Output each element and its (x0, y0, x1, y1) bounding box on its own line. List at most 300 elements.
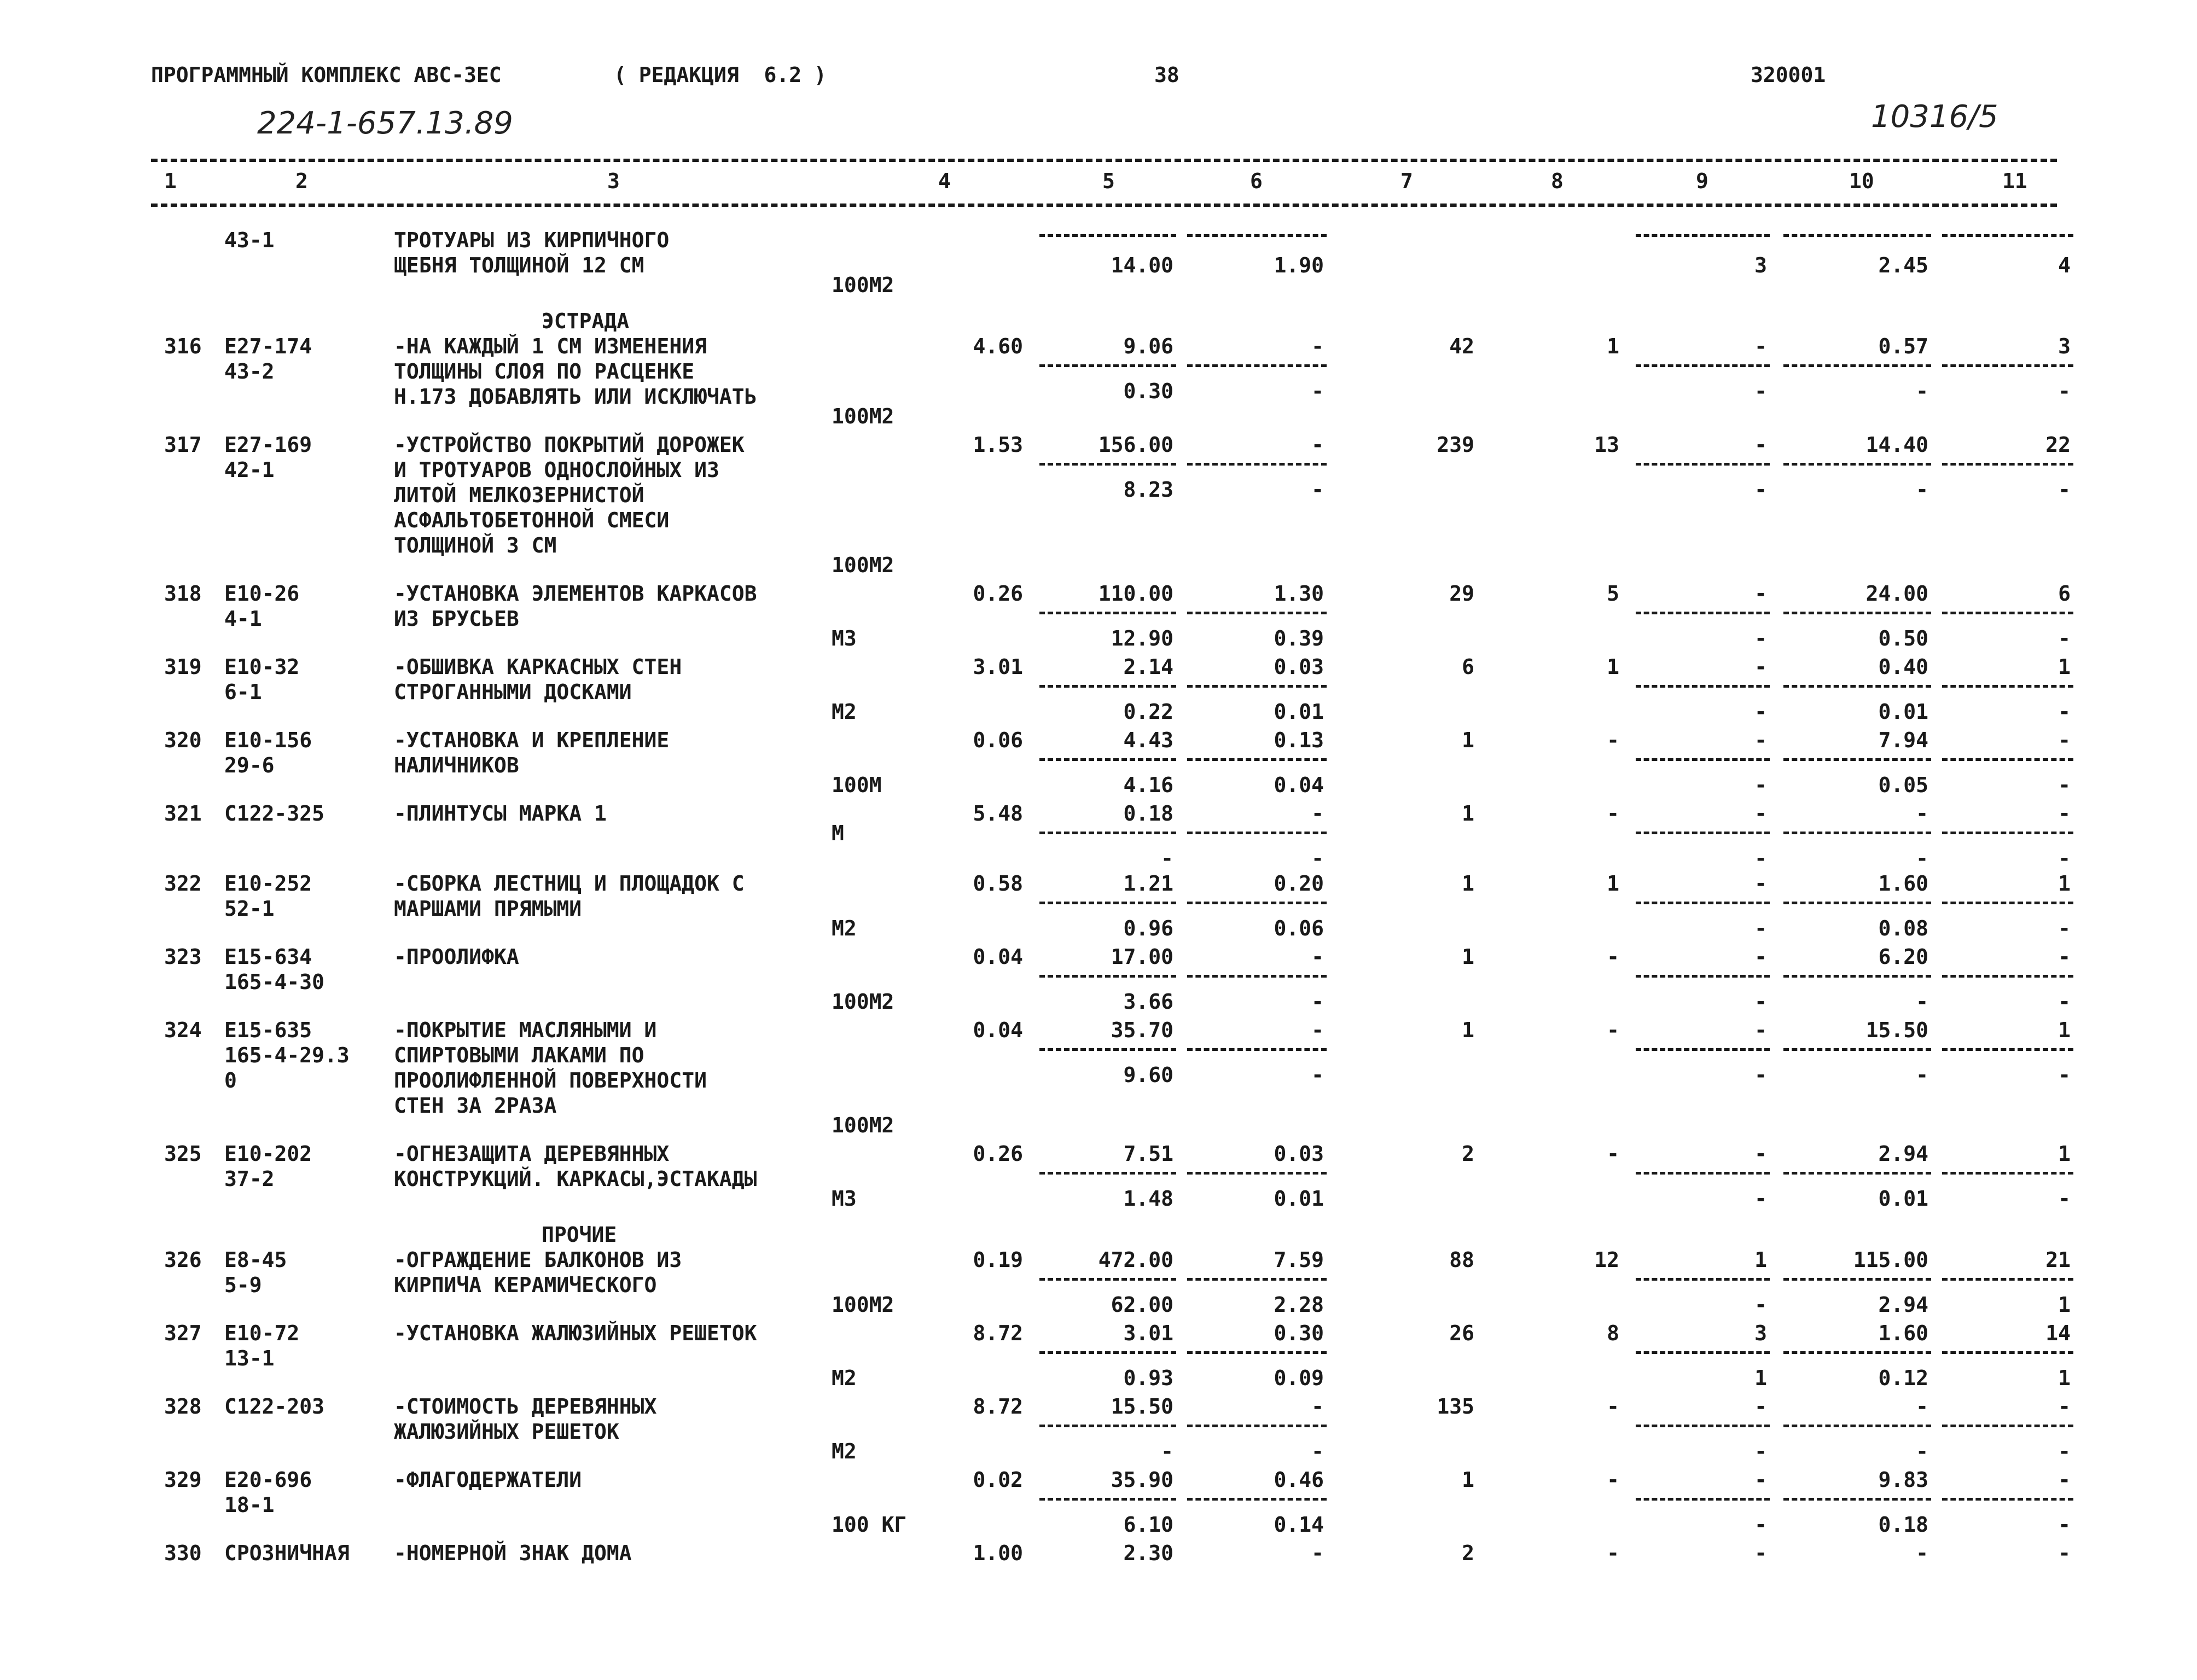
cell-c5: 12.90 (1111, 626, 1173, 650)
cell-c5: 62.00 (1111, 1293, 1173, 1317)
cell-c10: 9.83 (1878, 1468, 1928, 1492)
edition-label: ( РЕДАКЦИЯ 6.2 ) (614, 63, 827, 87)
cell-c11: - (2058, 1439, 2071, 1463)
row-number: 325 (164, 1142, 202, 1166)
dashed-separator (1636, 463, 1770, 466)
dashed-separator (1636, 1425, 1770, 1427)
dashed-separator (1039, 832, 1176, 834)
dashed-separator (1783, 1278, 1931, 1281)
cell-c5: 3.01 (1123, 1321, 1173, 1345)
cell-c11: 4 (2058, 253, 2071, 277)
cell-c11: - (2058, 945, 2071, 969)
dashed-separator (1942, 832, 2073, 834)
cell-c9: 3 (1754, 1321, 1767, 1345)
cell-col8: 1 (1607, 655, 1619, 679)
dashed-separator (1942, 902, 2073, 904)
cell-c9: - (1754, 801, 1767, 826)
dashed-separator (1636, 1351, 1770, 1354)
program-title: ПРОГРАММНЫЙ КОМПЛЕКС АВС-ЗЕС (151, 63, 502, 87)
cell-col4: 0.04 (973, 945, 1023, 969)
cell-c9: - (1754, 1439, 1767, 1463)
cell-col7: 88 (1449, 1248, 1474, 1272)
row-code: Е20-696 (224, 1468, 312, 1492)
dashed-separator (1039, 975, 1176, 978)
column-header: 3 (607, 169, 620, 193)
row-unit: М3 (832, 1187, 857, 1211)
row-code: 43-1 (224, 228, 275, 252)
cell-col7: 1 (1462, 801, 1474, 826)
row-unit: 100М2 (832, 553, 894, 577)
cell-c6: - (1311, 990, 1324, 1014)
cell-c11: - (2058, 1513, 2071, 1537)
cell-c5: 14.00 (1111, 253, 1173, 277)
cell-c10: 0.01 (1878, 700, 1928, 724)
dashed-separator (1187, 1278, 1327, 1281)
cell-c10: - (1916, 1439, 1928, 1463)
row-unit: 100 КГ (832, 1513, 907, 1537)
cell-c6: 0.04 (1274, 773, 1324, 797)
row-description: ЖАЛЮЗИЙНЫХ РЕШЕТОК (394, 1420, 619, 1444)
cell-c5: 2.30 (1123, 1541, 1173, 1565)
row-description: -СБОРКА ЛЕСТНИЦ И ПЛОЩАДОК С (394, 871, 745, 896)
dashed-separator (1039, 1498, 1176, 1501)
row-unit: 100М2 (832, 404, 894, 428)
page-number: 38 (1154, 63, 1179, 87)
dashed-separator (1942, 463, 2073, 466)
cell-col8: - (1607, 1541, 1619, 1565)
row-number: 318 (164, 582, 202, 606)
cell-c9: - (1754, 334, 1767, 358)
cell-c11: - (2058, 626, 2071, 650)
dashed-separator (1636, 1498, 1770, 1501)
cell-col8: 1 (1607, 334, 1619, 358)
cell-c11: - (2058, 773, 2071, 797)
row-code: 5-9 (224, 1273, 262, 1297)
dashed-separator (1187, 685, 1327, 688)
row-description: НАЛИЧНИКОВ (394, 753, 519, 777)
row-code: 43-2 (224, 359, 275, 383)
cell-c6: - (1311, 1063, 1324, 1087)
cell-c6: 1.90 (1274, 253, 1324, 277)
handwritten-sheet-number: 10316/5 (1871, 99, 1998, 135)
cell-c11: 1 (2058, 871, 2071, 896)
cell-c5: 3.66 (1123, 990, 1173, 1014)
cell-c11: 3 (2058, 334, 2071, 358)
cell-c10: 0.05 (1878, 773, 1928, 797)
cell-c11: - (2058, 916, 2071, 940)
cell-c5: 0.22 (1123, 700, 1173, 724)
row-description: -ПОКРЫТИЕ МАСЛЯНЫМИ И (394, 1018, 657, 1042)
row-description: -ОГРАЖДЕНИЕ БАЛКОНОВ ИЗ (394, 1248, 682, 1272)
cell-c11: 1 (2058, 1142, 2071, 1166)
column-header: 11 (2002, 169, 2027, 193)
cell-col7: 1 (1462, 871, 1474, 896)
cell-c10: - (1916, 1063, 1928, 1087)
cell-col8: - (1607, 945, 1619, 969)
row-description: -ПРООЛИФКА (394, 945, 519, 969)
dashed-separator (1942, 685, 2073, 688)
row-code: Е8-45 (224, 1248, 287, 1272)
row-description: ТРОТУАРЫ ИЗ КИРПИЧНОГО (394, 228, 670, 252)
row-number: 330 (164, 1541, 202, 1565)
row-number: 324 (164, 1018, 202, 1042)
cell-c5: 110.00 (1098, 582, 1173, 606)
cell-col4: 0.02 (973, 1468, 1023, 1492)
cell-col8: 1 (1607, 871, 1619, 896)
row-code: 4-1 (224, 607, 262, 631)
row-code: 18-1 (224, 1493, 275, 1517)
row-code: 37-2 (224, 1167, 275, 1191)
cell-col7: 29 (1449, 582, 1474, 606)
cell-c5: 17.00 (1111, 945, 1173, 969)
row-unit: 100М (832, 773, 882, 797)
cell-col4: 0.04 (973, 1018, 1023, 1042)
cell-c10: 24.00 (1865, 582, 1928, 606)
cell-col4: 0.26 (973, 582, 1023, 606)
row-description: -ФЛАГОДЕРЖАТЕЛИ (394, 1468, 582, 1492)
row-code: 13-1 (224, 1346, 275, 1370)
section-heading: ПРОЧИЕ (542, 1223, 617, 1247)
row-number: 328 (164, 1394, 202, 1419)
cell-c5: 0.93 (1123, 1366, 1173, 1390)
cell-c6: 0.01 (1274, 700, 1324, 724)
cell-col8: - (1607, 728, 1619, 752)
row-description: АСФАЛЬТОБЕТОННОЙ СМЕСИ (394, 508, 670, 532)
column-header: 2 (295, 169, 308, 193)
cell-c6: - (1311, 846, 1324, 870)
cell-col4: 1.00 (973, 1541, 1023, 1565)
row-code: 42-1 (224, 458, 275, 482)
dashed-separator (1187, 902, 1327, 904)
cell-c6: - (1311, 1394, 1324, 1419)
dashed-separator (1783, 975, 1931, 978)
row-description: ПРООЛИФЛЕННОЙ ПОВЕРХНОСТИ (394, 1068, 707, 1092)
cell-col7: 2 (1462, 1541, 1474, 1565)
row-code: Е27-169 (224, 433, 312, 457)
cell-col7: 1 (1462, 1468, 1474, 1492)
row-description: -УСТАНОВКА ЖАЛЮЗИЙНЫХ РЕШЕТОК (394, 1321, 757, 1345)
cell-c11: 1 (2058, 1366, 2071, 1390)
cell-c6: 1.30 (1274, 582, 1324, 606)
column-header: 5 (1102, 169, 1115, 193)
dashed-separator (1783, 463, 1931, 466)
cell-c6: - (1311, 1439, 1324, 1463)
dashed-separator (1039, 364, 1176, 367)
cell-col4: 0.58 (973, 871, 1023, 896)
cell-c11: - (2058, 700, 2071, 724)
row-description: ТОЛЩИНОЙ 3 СМ (394, 533, 557, 557)
row-number: 320 (164, 728, 202, 752)
row-unit: 100М2 (832, 1113, 894, 1137)
cell-col8: 12 (1594, 1248, 1619, 1272)
cell-c11: - (2058, 801, 2071, 826)
dashed-separator (1942, 1498, 2073, 1501)
column-header: 1 (164, 169, 177, 193)
row-code: 0 (224, 1068, 237, 1092)
row-unit: М2 (832, 1439, 857, 1463)
dashed-separator (1039, 902, 1176, 904)
cell-c5: 1.21 (1123, 871, 1173, 896)
cell-c5: - (1161, 1439, 1173, 1463)
dashed-separator (1783, 364, 1931, 367)
row-code: Е10-72 (224, 1321, 300, 1345)
cell-c9: - (1754, 379, 1767, 403)
row-number: 317 (164, 433, 202, 457)
cell-c9: - (1754, 871, 1767, 896)
dashed-separator (1636, 234, 1770, 237)
dashed-separator (1636, 612, 1770, 614)
cell-col7: 26 (1449, 1321, 1474, 1345)
cell-c6: 0.39 (1274, 626, 1324, 650)
dashed-separator (1636, 1278, 1770, 1281)
row-number: 323 (164, 945, 202, 969)
cell-c10: - (1916, 478, 1928, 502)
row-number: 316 (164, 334, 202, 358)
dashed-separator (1039, 758, 1176, 761)
row-number: 319 (164, 655, 202, 679)
cell-col7: 42 (1449, 334, 1474, 358)
row-number: 321 (164, 801, 202, 826)
cell-c9: - (1754, 1541, 1767, 1565)
dashed-separator (1187, 758, 1327, 761)
cell-c9: - (1754, 1394, 1767, 1419)
dashed-separator (1187, 832, 1327, 834)
cell-c9: - (1754, 626, 1767, 650)
cell-c10: 0.18 (1878, 1513, 1928, 1537)
dashed-separator (1187, 1425, 1327, 1427)
cell-col8: - (1607, 1018, 1619, 1042)
cell-c5: 9.06 (1123, 334, 1173, 358)
row-unit: 100М2 (832, 1293, 894, 1317)
dashed-separator (1636, 832, 1770, 834)
cell-c5: 15.50 (1111, 1394, 1173, 1419)
dashed-separator (1783, 832, 1931, 834)
cell-c9: 3 (1754, 253, 1767, 277)
row-description: -УСТАНОВКА И КРЕПЛЕНИЕ (394, 728, 670, 752)
cell-c9: - (1754, 773, 1767, 797)
cell-c10: 1.60 (1878, 1321, 1928, 1345)
row-description: ЩЕБНЯ ТОЛЩИНОЙ 12 СМ (394, 253, 644, 277)
cell-col4: 3.01 (973, 655, 1023, 679)
cell-c9: 1 (1754, 1248, 1767, 1272)
row-unit: М2 (832, 916, 857, 940)
dashed-separator (1039, 685, 1176, 688)
cell-c6: 0.03 (1274, 1142, 1324, 1166)
cell-c11: - (2058, 990, 2071, 1014)
cell-c11: - (2058, 379, 2071, 403)
cell-c10: 2.45 (1878, 253, 1928, 277)
cell-c9: - (1754, 1142, 1767, 1166)
row-description: Н.173 ДОБАВЛЯТЬ ИЛИ ИСКЛЮЧАТЬ (394, 385, 757, 409)
column-header: 9 (1696, 169, 1708, 193)
cell-c10: - (1916, 1394, 1928, 1419)
cell-c11: - (2058, 478, 2071, 502)
cell-c6: - (1311, 945, 1324, 969)
cell-c10: 0.57 (1878, 334, 1928, 358)
cell-c9: - (1754, 1063, 1767, 1087)
cell-c10: - (1916, 801, 1928, 826)
dashed-separator (1636, 1172, 1770, 1175)
dashed-separator (1942, 975, 2073, 978)
column-header: 4 (938, 169, 951, 193)
cell-c10: 7.94 (1878, 728, 1928, 752)
row-code: Е10-252 (224, 871, 312, 896)
top-rule (151, 159, 2057, 162)
row-code: 165-4-29.3 (224, 1043, 350, 1067)
row-description: -НА КАЖДЫЙ 1 СМ ИЗМЕНЕНИЯ (394, 334, 707, 358)
dashed-separator (1783, 1351, 1931, 1354)
cell-c11: 14 (2045, 1321, 2071, 1345)
cell-c10: 0.01 (1878, 1187, 1928, 1211)
cell-c10: 6.20 (1878, 945, 1928, 969)
cell-col7: 1 (1462, 728, 1474, 752)
cell-c5: 4.43 (1123, 728, 1173, 752)
cell-c11: 21 (2045, 1248, 2071, 1272)
dashed-separator (1039, 1425, 1176, 1427)
cell-c5: - (1161, 846, 1173, 870)
cell-col4: 0.06 (973, 728, 1023, 752)
cell-c11: 22 (2045, 433, 2071, 457)
handwritten-project-number: 224-1-657.13.89 (257, 106, 513, 141)
dashed-separator (1942, 1278, 2073, 1281)
cell-c9: - (1754, 846, 1767, 870)
cell-col7: 135 (1437, 1394, 1474, 1419)
cell-c9: - (1754, 1468, 1767, 1492)
cell-c11: 1 (2058, 655, 2071, 679)
cell-c9: - (1754, 700, 1767, 724)
dashed-separator (1783, 685, 1931, 688)
row-description: -ОГНЕЗАЩИТА ДЕРЕВЯННЫХ (394, 1142, 670, 1166)
cell-col4: 0.26 (973, 1142, 1023, 1166)
cell-c9: - (1754, 728, 1767, 752)
row-description: -ОБШИВКА КАРКАСНЫХ СТЕН (394, 655, 682, 679)
dashed-separator (1636, 902, 1770, 904)
row-description: СПИРТОВЫМИ ЛАКАМИ ПО (394, 1043, 644, 1067)
row-unit: М2 (832, 1366, 857, 1390)
row-code: Е10-32 (224, 655, 300, 679)
cell-c10: 1.60 (1878, 871, 1928, 896)
row-code: Е15-635 (224, 1018, 312, 1042)
row-description: КИРПИЧА КЕРАМИЧЕСКОГО (394, 1273, 657, 1297)
dashed-separator (1636, 1048, 1770, 1051)
cell-c9: - (1754, 945, 1767, 969)
dashed-separator (1187, 234, 1327, 237)
cell-col8: 5 (1607, 582, 1619, 606)
dashed-separator (1783, 1048, 1931, 1051)
cell-c11: - (2058, 1063, 2071, 1087)
row-description: ТОЛЩИНЫ СЛОЯ ПО РАСЦЕНКЕ (394, 359, 695, 383)
cell-col4: 0.19 (973, 1248, 1023, 1272)
cell-c10: - (1916, 379, 1928, 403)
cell-c6: 0.30 (1274, 1321, 1324, 1345)
row-description: -ПЛИНТУСЫ МАРКА 1 (394, 801, 607, 826)
dashed-separator (1187, 1172, 1327, 1175)
cell-col8: 13 (1594, 433, 1619, 457)
row-unit: 100М2 (832, 990, 894, 1014)
cell-c9: - (1754, 655, 1767, 679)
cell-c10: - (1916, 1541, 1928, 1565)
cell-c6: 0.46 (1274, 1468, 1324, 1492)
dashed-separator (1783, 758, 1931, 761)
cell-c9: - (1754, 478, 1767, 502)
cell-c6: - (1311, 1018, 1324, 1042)
row-description: -УСТРОЙСТВО ПОКРЫТИЙ ДОРОЖЕК (394, 433, 745, 457)
row-unit: М (832, 821, 844, 845)
cell-c6: - (1311, 334, 1324, 358)
row-description: -НОМЕРНОЙ ЗНАК ДОМА (394, 1541, 632, 1565)
cell-c5: 4.16 (1123, 773, 1173, 797)
cell-col7: 239 (1437, 433, 1474, 457)
cell-c11: - (2058, 1468, 2071, 1492)
dashed-separator (1636, 685, 1770, 688)
dashed-separator (1942, 612, 2073, 614)
cell-c10: - (1916, 846, 1928, 870)
column-header: 6 (1250, 169, 1263, 193)
dashed-separator (1783, 1425, 1931, 1427)
dashed-separator (1783, 902, 1931, 904)
dashed-separator (1039, 463, 1176, 466)
cell-col8: - (1607, 1142, 1619, 1166)
cell-c6: - (1311, 478, 1324, 502)
cell-col4: 8.72 (973, 1321, 1023, 1345)
cell-c6: - (1311, 379, 1324, 403)
cell-c11: - (2058, 1541, 2071, 1565)
cell-c6: 0.09 (1274, 1366, 1324, 1390)
cell-c5: 472.00 (1098, 1248, 1173, 1272)
cell-col7: 6 (1462, 655, 1474, 679)
cell-c10: 0.40 (1878, 655, 1928, 679)
row-code: С122-325 (224, 801, 325, 826)
header-rule (151, 204, 2057, 207)
cell-c6: - (1311, 1541, 1324, 1565)
dashed-separator (1039, 234, 1176, 237)
dashed-separator (1039, 612, 1176, 614)
row-number: 322 (164, 871, 202, 896)
cell-c6: - (1311, 433, 1324, 457)
row-code: 6-1 (224, 680, 262, 704)
cell-c6: 0.06 (1274, 916, 1324, 940)
cell-c6: 0.13 (1274, 728, 1324, 752)
cell-c10: 15.50 (1865, 1018, 1928, 1042)
dashed-separator (1039, 1048, 1176, 1051)
cell-c9: 1 (1754, 1366, 1767, 1390)
row-description: МАРШАМИ ПРЯМЫМИ (394, 897, 582, 921)
row-description: СТЕН ЗА 2РАЗА (394, 1094, 557, 1118)
row-code: Е15-634 (224, 945, 312, 969)
row-code: Е10-26 (224, 582, 300, 606)
row-description: КОНСТРУКЦИЙ. КАРКАСЫ,ЭСТАКАДЫ (394, 1167, 757, 1191)
cell-col7: 2 (1462, 1142, 1474, 1166)
column-header: 10 (1849, 169, 1874, 193)
cell-c5: 156.00 (1098, 433, 1173, 457)
cell-c5: 2.14 (1123, 655, 1173, 679)
cell-c9: - (1754, 1187, 1767, 1211)
row-number: 326 (164, 1248, 202, 1272)
cell-c11: 1 (2058, 1293, 2071, 1317)
row-code: 52-1 (224, 897, 275, 921)
cell-c9: - (1754, 916, 1767, 940)
cell-c6: 0.03 (1274, 655, 1324, 679)
dashed-separator (1783, 1172, 1931, 1175)
cell-c6: 2.28 (1274, 1293, 1324, 1317)
row-unit: М3 (832, 626, 857, 650)
cell-c9: - (1754, 1293, 1767, 1317)
cell-c11: - (2058, 728, 2071, 752)
cell-c5: 35.70 (1111, 1018, 1173, 1042)
cell-c5: 0.96 (1123, 916, 1173, 940)
dashed-separator (1187, 1351, 1327, 1354)
dashed-separator (1636, 975, 1770, 978)
